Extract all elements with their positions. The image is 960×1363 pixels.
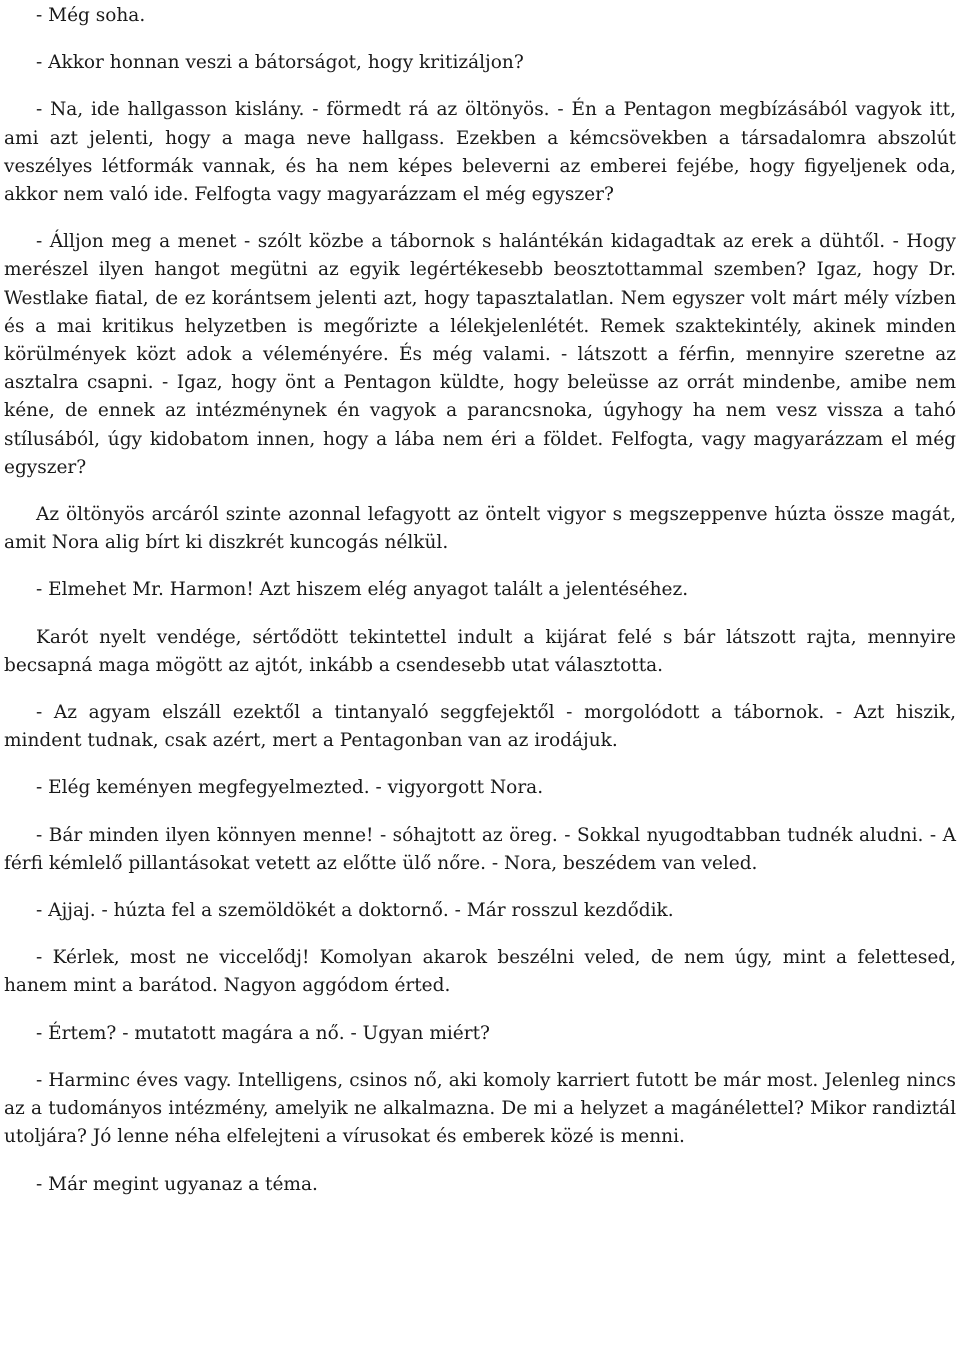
paragraph: - Az agyam elszáll ezektől a tintanyaló seggfejektől - morgolódott a tábornok. - Azt hiszik, mindent tudnak, csak azért, mert a Pentagonban van az irodájuk. [4, 702, 956, 752]
paragraph: - Harminc éves vagy. Intelligens, csinos nő, aki komoly karriert futott be már most. Jelenleg nincs az a tudományos intézmény, amelyik ne alkalmazna. De mi a helyzet a magánélettel? Mikor randiztál utoljára? Jó lenne néha elfelejteni a vírusokat és emberek közé is menni. [4, 1069, 956, 1148]
paragraph: - Már megint ugyanaz a téma. [36, 1173, 318, 1195]
paragraph: - Elég keményen megfegyelmezted. - vigyorgott Nora. [36, 777, 544, 799]
paragraph: - Akkor honnan veszi a bátorságot, hogy kritizáljon? [36, 52, 524, 74]
paragraph: - Álljon meg a menet - szólt közbe a tábornok s halántékán kidagadtak az erek a dühtől. - Hogy merészel ilyen hangot megütni az egyik legértékesebb beosztottammal szemben? Igaz, hogy Dr. Westlake fiatal, de ez korántsem jelenti azt, hogy tapasztalatlan. Nem egyszer volt márt mély vízben és a mai kritikus helyzetben is megőrizte a lélekjelenlétét. Remek szaktekintély, akinek minden körülmények közt adok a véleményére. És még valami. - látszott a férfin, mennyire szeretne az asztalra csapni. - Igaz, hogy önt a Pentagon küldte, hogy beleüsse az orrát mindenbe, amibe nem kéne, de ennek az intézménynek én vagyok a parancsnoka, úgyhogy ha nem vesz vissza a tahó stílusából, úgy kidobatom innen, hogy a lába nem éri a földet. Felfogta, vagy magyarázzam el még egyszer? [4, 231, 956, 478]
paragraph: - Elmehet Mr. Harmon! Azt hiszem elég anyagot talált a jelentéséhez. [36, 579, 689, 601]
paragraph: - Értem? - mutatott magára a nő. - Ugyan miért? [36, 1022, 490, 1044]
paragraph: - Na, ide hallgasson kislány. - förmedt rá az öltönyös. - Én a Pentagon megbízásából vagyok itt, ami azt jelenti, hogy a maga neve hallgass. Ezekben a kémcsövekben a társadalomra abszolút veszélyes létformák vannak, és ha nem képes beleverni az emberei fejébe, hogy figyeljenek oda, akkor nem való ide. Felfogta vagy magyarázzam el még egyszer? [4, 99, 956, 206]
paragraph: Az öltönyös arcáról szinte azonnal lefagyott az öntelt vigyor s megszeppenve húzta össze magát, amit Nora alig bírt ki diszkrét kuncogás nélkül. [4, 504, 956, 554]
paragraph: - Még soha. [36, 5, 146, 26]
paragraph: - Bár minden ilyen könnyen menne! - sóhajtott az öreg. - Sokkal nyugodtabban tudnék aludni. - A férfi kémlelő pillantásokat vetett az előtte ülő nőre. - Nora, beszédem van veled. [4, 824, 956, 874]
paragraph: - Ajjaj. - húzta fel a szemöldökét a doktornő. - Már rosszul kezdődik. [36, 900, 674, 922]
paragraph: - Kérlek, most ne viccelődj! Komolyan akarok beszélni veled, de nem úgy, mint a felettesed, hanem mint a barátod. Nagyon aggódom érted. [4, 947, 956, 997]
paragraph: Karót nyelt vendége, sértődött tekintettel indult a kijárat felé s bár látszott rajta, mennyire becsapná maga mögött az ajtót, inkább a csendesebb utat választotta. [4, 626, 956, 676]
